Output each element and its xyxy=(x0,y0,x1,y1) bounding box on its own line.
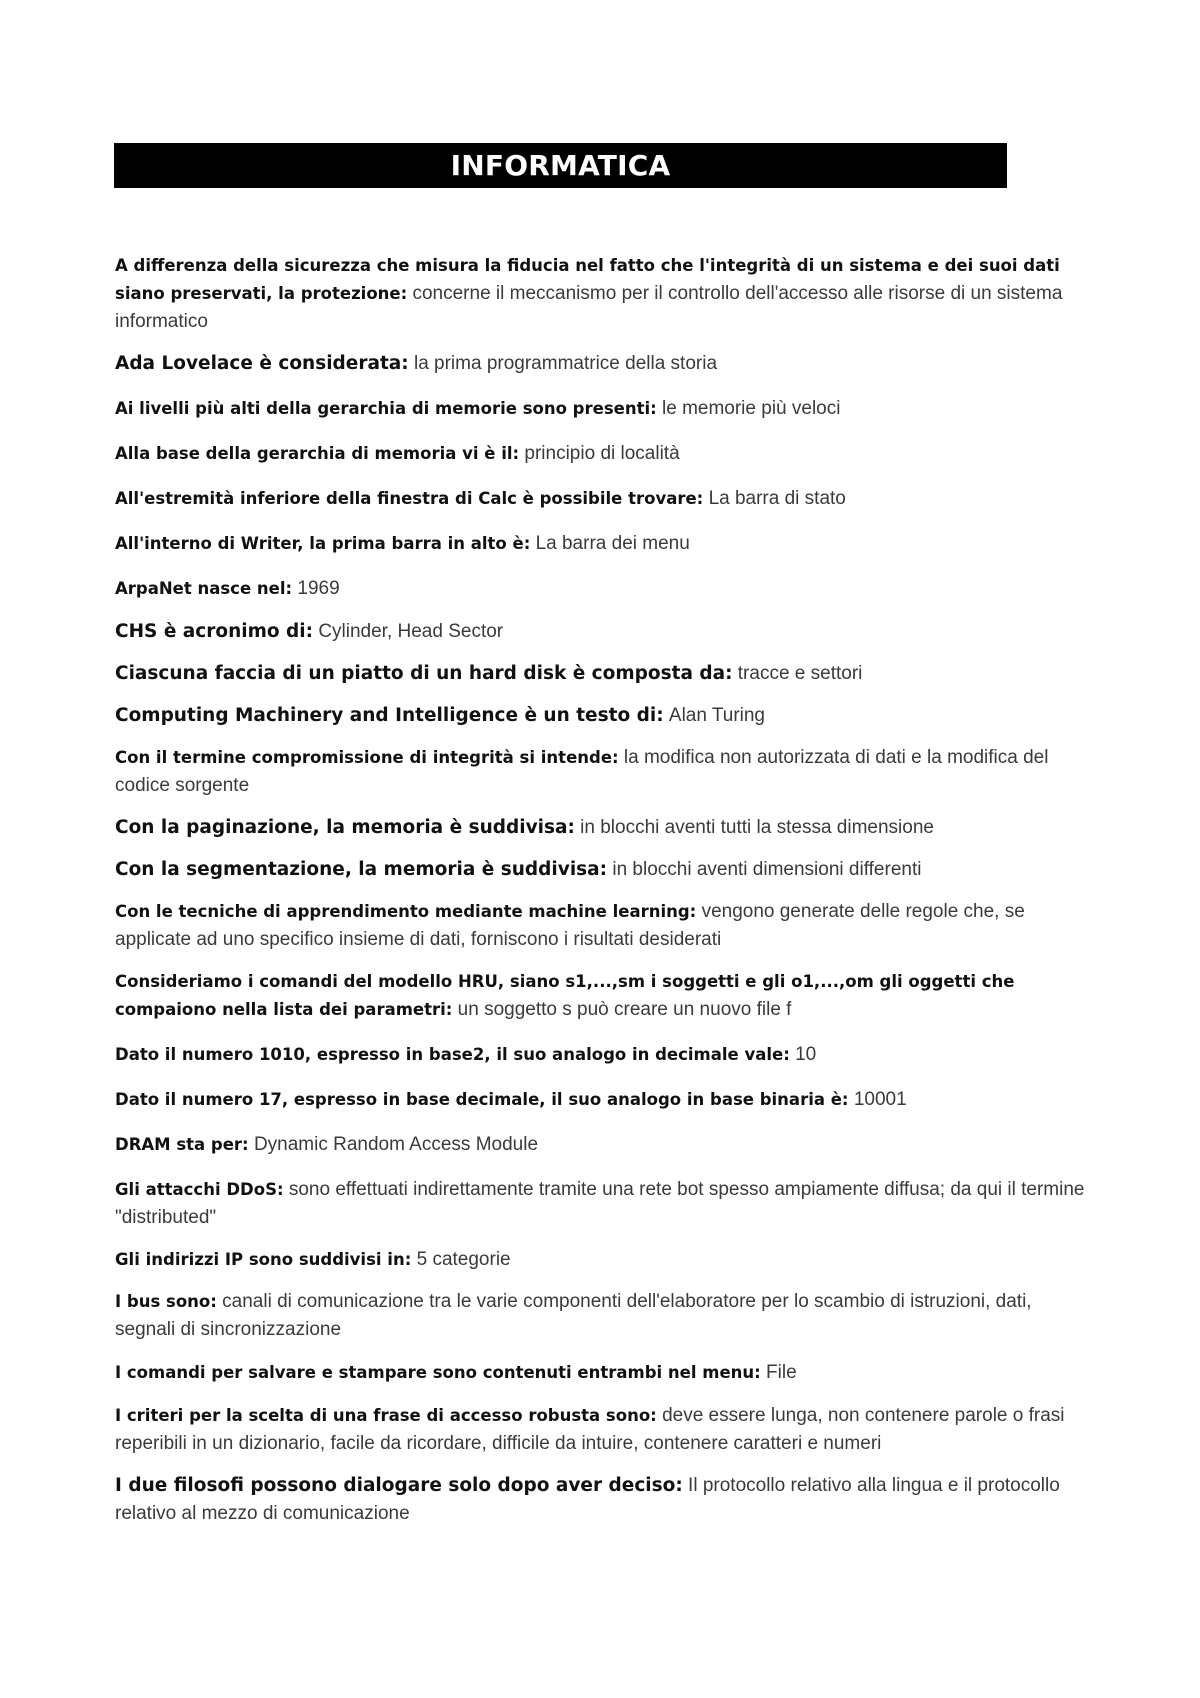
answer-text: concerne il meccanismo per il controllo dell'accesso alle risorse di un sistema informatico xyxy=(115,283,1063,332)
list-item xyxy=(115,530,1085,558)
question-text: Con le tecniche di apprendimento mediante machine learning: xyxy=(115,902,697,921)
list-item xyxy=(115,575,1085,603)
question-text: Con la paginazione, la memoria è suddivisa: xyxy=(115,817,575,838)
list-item xyxy=(115,395,1085,423)
question-text: Gli indirizzi IP sono suddivisi in: xyxy=(115,1250,412,1269)
list-item xyxy=(115,485,1085,513)
list-item xyxy=(115,968,1085,1024)
answer-text: le memorie più veloci xyxy=(662,398,841,419)
question-text: I criteri per la scelta di una frase di accesso robusta sono: xyxy=(115,1406,657,1425)
answer-text: deve essere lunga, non contenere parole o frasi reperibili in un dizionario, facile da ricordare, difficile da intuire, contenere caratteri e numeri xyxy=(115,1405,1065,1454)
answer-text: File xyxy=(766,1362,797,1383)
list-item xyxy=(115,252,1085,336)
answer-text: la prima programmatrice della storia xyxy=(413,353,718,374)
answer-text: Il protocollo relativo alla lingua e il protocollo relativo al mezzo di comunicazione xyxy=(115,1475,1060,1524)
answer-text: sono effettuati indirettamente tramite una rete bot spesso ampiamente diffusa; da qui il termine "distributed" xyxy=(115,1179,1085,1228)
list-item xyxy=(115,1086,1085,1114)
question-text: All'interno di Writer, la prima barra in alto è: xyxy=(115,534,531,553)
qa-list xyxy=(115,252,1085,1528)
answer-text: 10 xyxy=(795,1044,817,1065)
question-text: Dato il numero 17, espresso in base decimale, il suo analogo in base binaria è: xyxy=(115,1090,849,1109)
answer-text: Dynamic Random Access Module xyxy=(253,1134,539,1155)
question-text: Con il termine compromissione di integrità si intende: xyxy=(115,748,619,767)
question-text: CHS è acronimo di: xyxy=(115,621,314,642)
list-item xyxy=(115,744,1085,800)
answer-text: tracce e settori xyxy=(737,663,863,684)
list-item xyxy=(115,660,1085,688)
list-item xyxy=(115,856,1085,884)
list-item xyxy=(115,1176,1085,1232)
answer-text: Alan Turing xyxy=(668,705,766,726)
list-item xyxy=(115,814,1085,842)
question-text: Ciascuna faccia di un piatto di un hard disk è composta da: xyxy=(115,663,733,684)
list-item xyxy=(115,1359,1085,1387)
question-text: Ai livelli più alti della gerarchia di memorie sono presenti: xyxy=(115,399,657,418)
answer-text: vengono generate delle regole che, se applicate ad uno specifico insieme di dati, forniscono i risultati desiderati xyxy=(115,901,1025,950)
page-title: INFORMATICA xyxy=(114,143,1007,188)
question-text: Gli attacchi DDoS: xyxy=(115,1180,284,1199)
question-text: Con la segmentazione, la memoria è suddivisa: xyxy=(115,859,608,880)
question-text: I comandi per salvare e stampare sono contenuti entrambi nel menu: xyxy=(115,1363,761,1382)
list-item xyxy=(115,702,1085,730)
answer-text: La barra dei menu xyxy=(535,533,690,554)
answer-text: 10001 xyxy=(853,1089,907,1110)
answer-text: principio di località xyxy=(524,443,680,464)
list-item xyxy=(115,1472,1085,1528)
list-item xyxy=(115,618,1085,646)
answer-text: in blocchi aventi dimensioni differenti xyxy=(612,859,922,880)
answer-text: in blocchi aventi tutti la stessa dimensione xyxy=(580,817,934,838)
answer-text: 1969 xyxy=(297,578,340,599)
question-text: ArpaNet nasce nel: xyxy=(115,579,293,598)
answer-text: La barra di stato xyxy=(708,488,846,509)
list-item xyxy=(115,1246,1085,1274)
list-item xyxy=(115,898,1085,954)
question-text: A differenza della sicurezza che misura la fiducia nel fatto che l'integrità di un sistema e dei suoi dati siano preservati, la protezione: xyxy=(115,256,1060,303)
list-item xyxy=(115,350,1085,378)
list-item xyxy=(115,440,1085,468)
question-text: Dato il numero 1010, espresso in base2, il suo analogo in decimale vale: xyxy=(115,1045,790,1064)
list-item xyxy=(115,1041,1085,1069)
answer-text: la modifica non autorizzata di dati e la modifica del codice sorgente xyxy=(115,747,1049,796)
question-text: I due filosofi possono dialogare solo dopo aver deciso: xyxy=(115,1475,683,1496)
list-item xyxy=(115,1131,1085,1159)
question-text: Alla base della gerarchia di memoria vi è il: xyxy=(115,444,520,463)
question-text: All'estremità inferiore della finestra di Calc è possibile trovare: xyxy=(115,489,704,508)
answer-text: un soggetto s può creare un nuovo file f xyxy=(457,999,792,1020)
list-item xyxy=(115,1288,1085,1344)
question-text: Computing Machinery and Intelligence è un testo di: xyxy=(115,705,664,726)
list-item xyxy=(115,1402,1085,1458)
answer-text: 5 categorie xyxy=(416,1249,511,1270)
answer-text: canali di comunicazione tra le varie componenti dell'elaboratore per lo scambio di istruzioni, dati, segnali di sincronizzazione xyxy=(115,1291,1032,1340)
question-text: DRAM sta per: xyxy=(115,1135,249,1154)
question-text: Ada Lovelace è considerata: xyxy=(115,353,409,374)
answer-text: Cylinder, Head Sector xyxy=(318,621,504,642)
question-text: Consideriamo i comandi del modello HRU, siano s1,...,sm i soggetti e gli o1,...,om gli oggetti che compaiono nella lista dei parametri: xyxy=(115,972,1015,1019)
question-text: I bus sono: xyxy=(115,1292,217,1311)
